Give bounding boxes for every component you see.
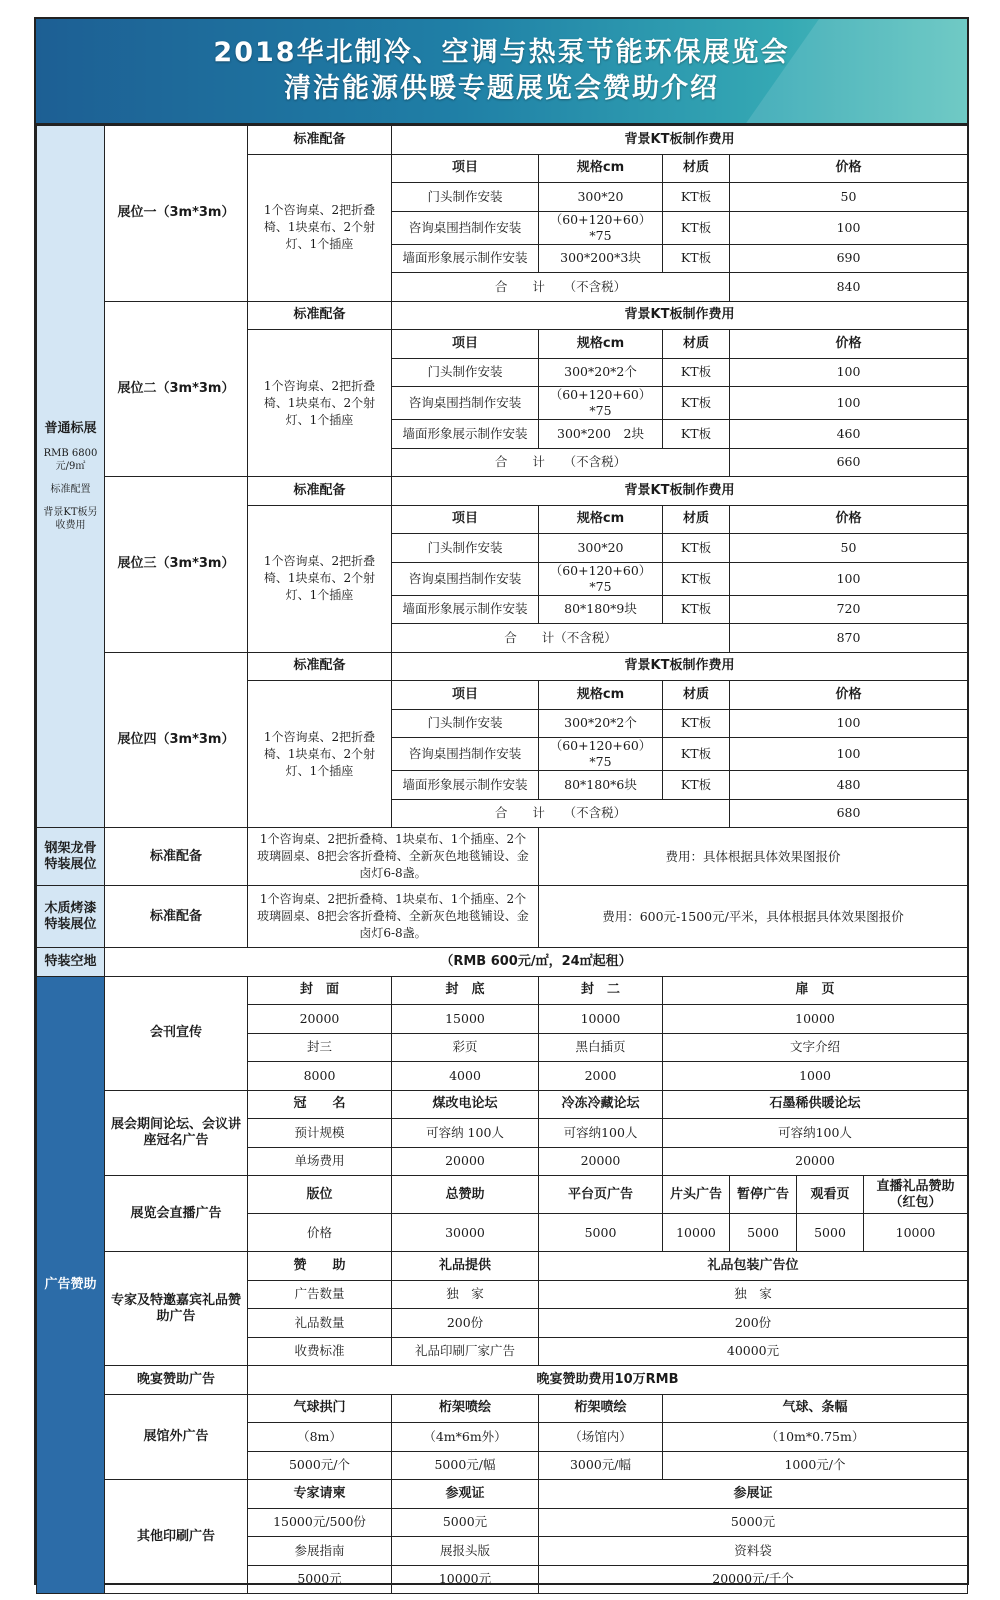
header-config: 标准配备 — [248, 301, 392, 330]
forum-label: 展会期间论坛、会议讲座冠名广告 — [105, 1090, 248, 1176]
gift-cell: 礼品数量 — [248, 1309, 392, 1338]
wood-fee: 费用：600元-1500元/平米，具体根据具体效果图报价 — [539, 886, 968, 948]
gift-cell: 收费标准 — [248, 1337, 392, 1366]
forum-cell: 可容纳 100人 — [392, 1119, 539, 1148]
price-cell: 100 — [730, 709, 968, 738]
live-cell: 观看页 — [797, 1176, 864, 1214]
item-cell: 墙面形象展示制作安装 — [392, 595, 539, 624]
forum-cell: 冷冻冷藏论坛 — [539, 1090, 663, 1119]
spec-cell: （60+120+60）*75 — [539, 387, 663, 420]
spec-cell: 300*200*3块 — [539, 244, 663, 273]
live-cell: 5000 — [797, 1214, 864, 1252]
header-config: 标准配备 — [248, 126, 392, 155]
header-price: 价格 — [730, 681, 968, 710]
live-cell: 5000 — [730, 1214, 797, 1252]
outdoor-cell: 气球拱门 — [248, 1394, 392, 1423]
table-row — [37, 948, 968, 977]
material-cell: KT板 — [663, 534, 730, 563]
price-cell: 480 — [730, 771, 968, 800]
booth-name: 展位一（3m*3m） — [105, 126, 248, 302]
item-cell: 墙面形象展示制作安装 — [392, 771, 539, 800]
outdoor-cell: （场馆内） — [539, 1423, 663, 1452]
category-note: 标准配置 — [50, 484, 91, 495]
material-cell: KT板 — [663, 387, 730, 420]
total-value: 870 — [730, 624, 968, 653]
booth-config: 1个咨询桌、2把折叠椅、1块桌布、2个射灯、1个插座 — [248, 505, 392, 652]
item-cell: 咨询桌围挡制作安装 — [392, 738, 539, 771]
live-cell: 直播礼品赞助（红包） — [864, 1176, 968, 1214]
table-row — [37, 828, 968, 886]
item-cell: 咨询桌围挡制作安装 — [392, 211, 539, 244]
category-ads: 广告赞助 — [37, 976, 105, 1594]
gift-cell: 40000元 — [539, 1337, 968, 1366]
live-cell: 5000 — [539, 1214, 663, 1252]
item-cell: 门头制作安装 — [392, 183, 539, 212]
sponsorship-table — [36, 125, 968, 1594]
forum-cell: 冠 名 — [248, 1090, 392, 1119]
spec-cell: 80*180*6块 — [539, 771, 663, 800]
journal-cell: 封 底 — [392, 976, 539, 1005]
category-note: RMB 6800元/9㎡ — [43, 448, 98, 472]
header-price: 价格 — [730, 505, 968, 534]
category-space: 特装空地 — [37, 948, 105, 977]
wood-label: 标准配备 — [105, 886, 248, 948]
material-cell: KT板 — [663, 738, 730, 771]
live-cell: 30000 — [392, 1214, 539, 1252]
header-material: 材质 — [663, 154, 730, 183]
journal-cell: 1000 — [663, 1062, 968, 1091]
booth-name: 展位二（3m*3m） — [105, 301, 248, 477]
gift-cell: 200份 — [539, 1309, 968, 1338]
category-wood: 木质烤漆特装展位 — [37, 886, 105, 948]
title-line-2: 清洁能源供暖专题展览会赞助介绍 — [284, 73, 719, 104]
forum-cell: 可容纳100人 — [539, 1119, 663, 1148]
spec-cell: （60+120+60）*75 — [539, 211, 663, 244]
gift-cell: 礼品提供 — [392, 1252, 539, 1281]
live-cell: 总赞助 — [392, 1176, 539, 1214]
header-item: 项目 — [392, 154, 539, 183]
poster-frame — [34, 17, 969, 1585]
header-kt: 背景KT板制作费用 — [392, 477, 968, 506]
steel-label: 标准配备 — [105, 828, 248, 886]
print-cell: 参展指南 — [248, 1537, 392, 1566]
spec-cell: 80*180*9块 — [539, 595, 663, 624]
journal-cell: 封 二 — [539, 976, 663, 1005]
booth-config: 1个咨询桌、2把折叠椅、1块桌布、2个射灯、1个插座 — [248, 681, 392, 828]
journal-cell: 黑白插页 — [539, 1033, 663, 1062]
item-cell: 门头制作安装 — [392, 709, 539, 738]
category-steel: 钢架龙骨特装展位 — [37, 828, 105, 886]
journal-cell: 彩页 — [392, 1033, 539, 1062]
live-cell: 平台页广告 — [539, 1176, 663, 1214]
outdoor-label: 展馆外广告 — [105, 1394, 248, 1480]
header-item: 项目 — [392, 681, 539, 710]
print-cell: 20000元/千个 — [539, 1565, 968, 1594]
material-cell: KT板 — [663, 771, 730, 800]
table-row — [37, 1394, 968, 1423]
price-cell: 50 — [730, 183, 968, 212]
material-cell: KT板 — [663, 595, 730, 624]
category-standard — [37, 126, 105, 828]
gift-cell: 200份 — [392, 1309, 539, 1338]
outdoor-cell: 3000元/幅 — [539, 1451, 663, 1480]
price-cell: 100 — [730, 358, 968, 387]
live-cell: 暂停广告 — [730, 1176, 797, 1214]
header-kt: 背景KT板制作费用 — [392, 652, 968, 681]
journal-cell: 4000 — [392, 1062, 539, 1091]
material-cell: KT板 — [663, 709, 730, 738]
item-cell: 咨询桌围挡制作安装 — [392, 387, 539, 420]
material-cell: KT板 — [663, 183, 730, 212]
header-spec: 规格cm — [539, 154, 663, 183]
wood-config: 1个咨询桌、2把折叠椅、1块桌布、1个插座、2个玻璃圆桌、8把会客折叠椅、全新灰色地毯铺设、金卤灯6-8盏。 — [248, 886, 539, 948]
total-value: 660 — [730, 448, 968, 477]
spec-cell: （60+120+60）*75 — [539, 738, 663, 771]
gift-cell: 赞 助 — [248, 1252, 392, 1281]
print-cell: 5000元 — [248, 1565, 392, 1594]
header-material: 材质 — [663, 505, 730, 534]
print-cell: 5000元 — [539, 1508, 968, 1537]
gift-label: 专家及特邀嘉宾礼品赞助广告 — [105, 1252, 248, 1366]
price-cell: 690 — [730, 244, 968, 273]
spec-cell: 300*20*2个 — [539, 709, 663, 738]
forum-cell: 20000 — [663, 1147, 968, 1176]
spec-cell: 300*200 2块 — [539, 420, 663, 449]
forum-cell: 预计规模 — [248, 1119, 392, 1148]
outdoor-cell: （8m） — [248, 1423, 392, 1452]
table-row — [37, 1252, 968, 1281]
header-spec: 规格cm — [539, 330, 663, 359]
table-row — [37, 1480, 968, 1509]
table-row — [37, 1176, 968, 1214]
forum-cell: 可容纳100人 — [663, 1119, 968, 1148]
journal-cell: 文字介绍 — [663, 1033, 968, 1062]
banquet-text: 晚宴赞助费用10万RMB — [248, 1366, 968, 1395]
print-label: 其他印刷广告 — [105, 1480, 248, 1594]
table-row — [37, 301, 968, 330]
live-cell: 10000 — [864, 1214, 968, 1252]
title-banner — [36, 19, 967, 125]
header-price: 价格 — [730, 154, 968, 183]
item-cell: 门头制作安装 — [392, 358, 539, 387]
outdoor-cell: 桁架喷绘 — [539, 1394, 663, 1423]
journal-cell: 8000 — [248, 1062, 392, 1091]
journal-cell: 10000 — [539, 1005, 663, 1034]
header-config: 标准配备 — [248, 652, 392, 681]
live-cell: 版位 — [248, 1176, 392, 1214]
total-label: 合 计 （不含税） — [392, 448, 730, 477]
total-label: 合 计 （不含税） — [392, 799, 730, 828]
header-item: 项目 — [392, 330, 539, 359]
table-row — [37, 1366, 968, 1395]
header-material: 材质 — [663, 681, 730, 710]
journal-cell: 封 面 — [248, 976, 392, 1005]
header-price: 价格 — [730, 330, 968, 359]
journal-cell: 20000 — [248, 1005, 392, 1034]
item-cell: 墙面形象展示制作安装 — [392, 244, 539, 273]
journal-cell: 2000 — [539, 1062, 663, 1091]
journal-cell: 封三 — [248, 1033, 392, 1062]
table-row — [37, 652, 968, 681]
print-cell: 5000元 — [392, 1508, 539, 1537]
forum-cell: 20000 — [392, 1147, 539, 1176]
forum-cell: 石墨稀供暖论坛 — [663, 1090, 968, 1119]
journal-cell: 扉 页 — [663, 976, 968, 1005]
spec-cell: 300*20 — [539, 534, 663, 563]
header-kt: 背景KT板制作费用 — [392, 126, 968, 155]
material-cell: KT板 — [663, 244, 730, 273]
journal-label: 会刊宣传 — [105, 976, 248, 1090]
outdoor-cell: 气球、条幅 — [663, 1394, 968, 1423]
space-text: （RMB 600元/㎡，24㎡起租） — [105, 948, 968, 977]
header-config: 标准配备 — [248, 477, 392, 506]
table-row — [37, 1090, 968, 1119]
live-cell: 片头广告 — [663, 1176, 730, 1214]
banquet-label: 晚宴赞助广告 — [105, 1366, 248, 1395]
title-line-1: 2018华北制冷、空调与热泵节能环保展览会 — [213, 37, 790, 68]
outdoor-cell: 5000元/幅 — [392, 1451, 539, 1480]
table-row — [37, 886, 968, 948]
price-cell: 720 — [730, 595, 968, 624]
item-cell: 墙面形象展示制作安装 — [392, 420, 539, 449]
outdoor-cell: （10m*0.75m） — [663, 1423, 968, 1452]
gift-cell: 礼品印刷厂家广告 — [392, 1337, 539, 1366]
spec-cell: （60+120+60）*75 — [539, 562, 663, 595]
booth-name: 展位四（3m*3m） — [105, 652, 248, 828]
price-cell: 100 — [730, 562, 968, 595]
print-cell: 10000元 — [392, 1565, 539, 1594]
print-cell: 15000元/500份 — [248, 1508, 392, 1537]
journal-cell: 15000 — [392, 1005, 539, 1034]
outdoor-cell: 桁架喷绘 — [392, 1394, 539, 1423]
table-row — [37, 976, 968, 1005]
gift-cell: 礼品包装广告位 — [539, 1252, 968, 1281]
print-cell: 专家请柬 — [248, 1480, 392, 1509]
forum-cell: 单场费用 — [248, 1147, 392, 1176]
print-cell: 展报头版 — [392, 1537, 539, 1566]
live-cell: 价格 — [248, 1214, 392, 1252]
price-cell: 50 — [730, 534, 968, 563]
booth-config: 1个咨询桌、2把折叠椅、1块桌布、2个射灯、1个插座 — [248, 154, 392, 301]
header-material: 材质 — [663, 330, 730, 359]
category-note: 背景KT板另收费用 — [43, 507, 98, 531]
category-title: 普通标展 — [44, 421, 97, 436]
total-value: 840 — [730, 273, 968, 302]
price-cell: 100 — [730, 211, 968, 244]
material-cell: KT板 — [663, 211, 730, 244]
print-cell: 参观证 — [392, 1480, 539, 1509]
table-row — [37, 477, 968, 506]
forum-cell: 煤改电论坛 — [392, 1090, 539, 1119]
material-cell: KT板 — [663, 358, 730, 387]
forum-cell: 20000 — [539, 1147, 663, 1176]
spec-cell: 300*20*2个 — [539, 358, 663, 387]
spec-cell: 300*20 — [539, 183, 663, 212]
price-cell: 460 — [730, 420, 968, 449]
booth-name: 展位三（3m*3m） — [105, 477, 248, 653]
live-label: 展览会直播广告 — [105, 1176, 248, 1252]
material-cell: KT板 — [663, 562, 730, 595]
material-cell: KT板 — [663, 420, 730, 449]
print-cell: 参展证 — [539, 1480, 968, 1509]
header-spec: 规格cm — [539, 681, 663, 710]
table-row — [37, 126, 968, 155]
steel-config: 1个咨询桌、2把折叠椅、1块桌布、1个插座、2个玻璃圆桌、8把会客折叠椅、全新灰色地毯铺设、金卤灯6-8盏。 — [248, 828, 539, 886]
print-cell: 资料袋 — [539, 1537, 968, 1566]
booth-config: 1个咨询桌、2把折叠椅、1块桌布、2个射灯、1个插座 — [248, 330, 392, 477]
gift-cell: 独 家 — [539, 1280, 968, 1309]
item-cell: 门头制作安装 — [392, 534, 539, 563]
header-item: 项目 — [392, 505, 539, 534]
gift-cell: 广告数量 — [248, 1280, 392, 1309]
steel-fee: 费用：具体根据具体效果图报价 — [539, 828, 968, 886]
header-kt: 背景KT板制作费用 — [392, 301, 968, 330]
total-label: 合 计 （不含税） — [392, 273, 730, 302]
journal-cell: 10000 — [663, 1005, 968, 1034]
live-cell: 10000 — [663, 1214, 730, 1252]
total-label: 合 计（不含税） — [392, 624, 730, 653]
total-value: 680 — [730, 799, 968, 828]
gift-cell: 独 家 — [392, 1280, 539, 1309]
item-cell: 咨询桌围挡制作安装 — [392, 562, 539, 595]
price-cell: 100 — [730, 387, 968, 420]
outdoor-cell: （4m*6m外） — [392, 1423, 539, 1452]
price-cell: 100 — [730, 738, 968, 771]
outdoor-cell: 1000元/个 — [663, 1451, 968, 1480]
header-spec: 规格cm — [539, 505, 663, 534]
outdoor-cell: 5000元/个 — [248, 1451, 392, 1480]
